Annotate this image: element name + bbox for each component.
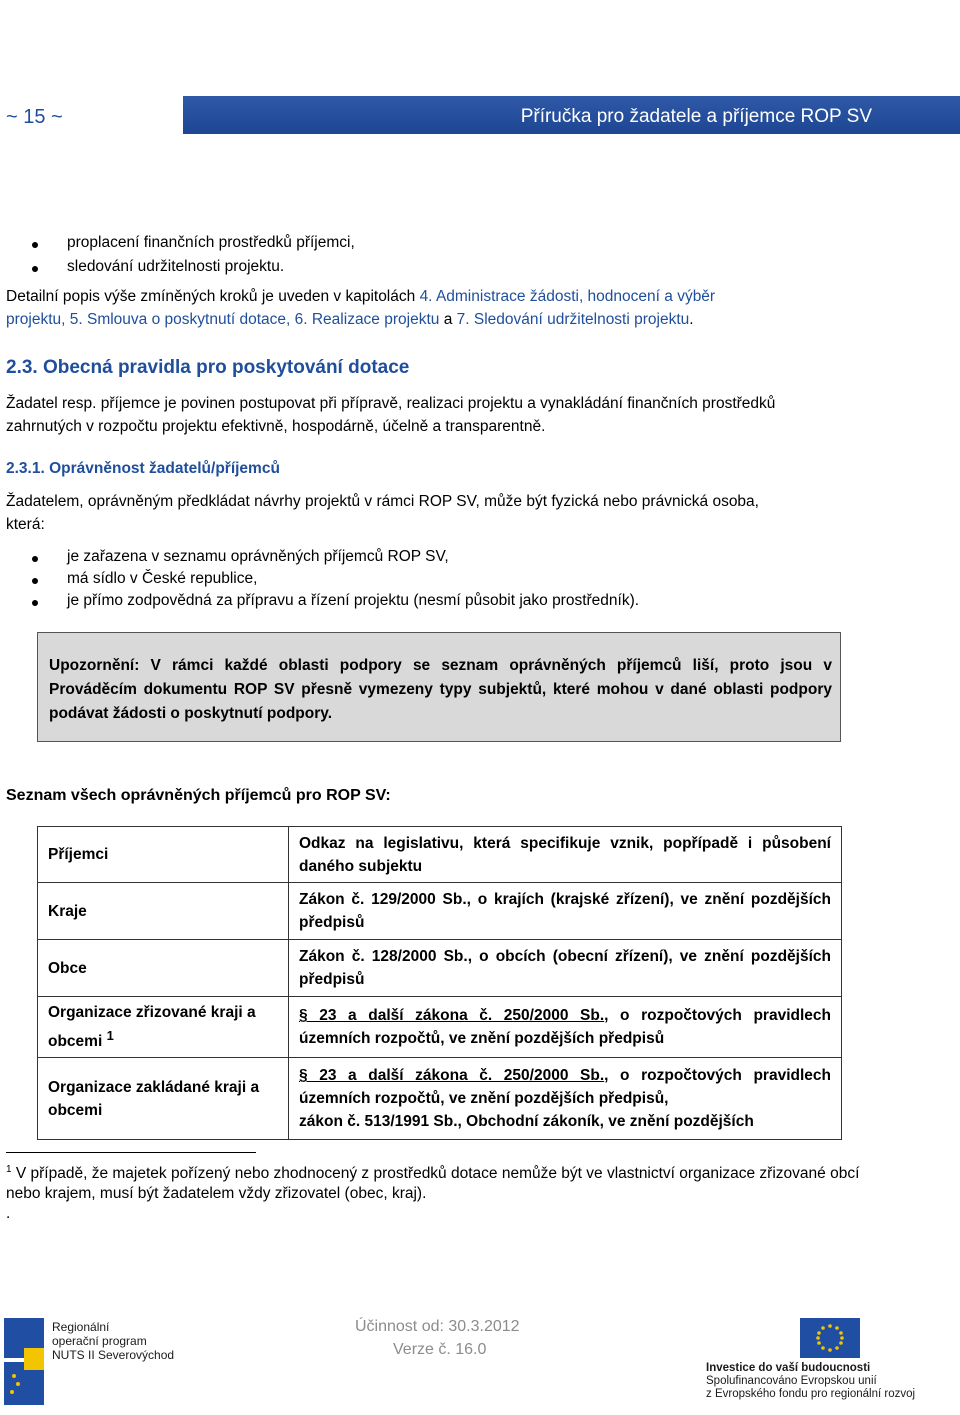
right-logo-text: Investice do vaší budoucnosti Spolufinancováno Evropskou unií z Evropského fondu pro regionální rozvoj [706,1362,916,1400]
footnote-ref: 1 [106,1028,114,1043]
stray-dot: . [6,1205,11,1222]
section-heading: 2.3. Obecná pravidla pro poskytování dotace [6,357,410,378]
chapter-links-5-6[interactable]: projektu, 5. Smlouva o poskytnutí dotace, 6. Realizace projektu [6,311,440,328]
footnote: $^1$ V případě, že majetek pořízený nebo zhodnocený z prostředků dotace nemůže být ve vlastnictví organizace zřizované obcí nebo krajem, musí být žadatelem vždy zřizovatel (obec, kraj). [6,1164,860,1203]
bullet-icon [32,266,38,272]
paragraph-line: která: [6,516,45,533]
eu-flag-icon [800,1318,860,1358]
recipient-cell: Obce [38,940,289,997]
effective-date: Účinnost od: 30.3.2012 [355,1318,520,1335]
paragraph-line: zahrnutých v rozpočtu projektu efektivně, hospodárně, účelně a transparentně. [6,418,546,435]
detail-line-2: projektu, 5. Smlouva o poskytnutí dotace, 6. Realizace projektu a 7. Sledování udržitelnosti projektu. [6,311,694,328]
list-title: Seznam všech oprávněných příjemců pro ROP SV: [6,787,391,804]
bullet-icon [32,600,38,606]
table-row [38,940,842,997]
law-cell: Zákon č. 129/2000 Sb., o krajích (krajské zřízení), ve znění pozdějších předpisů [289,883,842,940]
page-number: ~ 15 ~ [6,106,63,128]
header-bar [183,96,960,134]
header-cell: Příjemci [38,827,289,883]
list-item: má sídlo v České republice, [67,570,258,587]
notice-box [37,632,841,742]
chapter-link-7[interactable]: 7. Sledování udržitelnosti projektu [456,311,690,328]
recipients-table [37,826,842,1140]
recipient-cell: Organizace zřizované kraji a obcemi $^1$ [38,997,289,1058]
document-title: Příručka pro žadatele a příjemce ROP SV [520,106,872,127]
eu-regional-logo-icon [4,1318,44,1405]
notice-text: Upozornění: V rámci každé oblasti podpory se seznam oprávněných příjemců liší, proto jsou v Prováděcím dokumentu ROP SV přesně vymezeny typy subjektů, které mohou v dané oblasti podpory podávat žádosti o poskytnutí podpory. [49,657,832,722]
table-row [38,997,842,1058]
header-cell: Odkaz na legislativu, která specifikuje vznik, popřípadě i působení daného subjektu [289,827,842,883]
table-row [38,1058,842,1140]
subsection-heading: 2.3.1. Oprávněnost žadatelů/příjemců [6,460,280,477]
table-row [38,883,842,940]
recipient-cell: Kraje [38,883,289,940]
bullet-icon [32,242,38,248]
law-cell: Zákon č. 128/2000 Sb., o obcích (obecní zřízení), ve znění pozdějších předpisů [289,940,842,997]
list-item: proplacení finančních prostředků příjemci, [67,234,355,251]
list-item: je zařazena v seznamu oprávněných příjemců ROP SV, [67,548,449,565]
list-item: sledování udržitelnosti projektu. [67,258,285,275]
footnote-rule [6,1152,256,1153]
list-item: je přímo zodpovědná za přípravu a řízení projektu (nesmí působit jako prostředník). [67,592,640,609]
version: Verze č. 16.0 [393,1341,487,1358]
detail-line-1: Detailní popis výše zmíněných kroků je uveden v kapitolách 4. Administrace žádosti, hodnocení a výběr [6,288,716,305]
bullet-icon [32,556,38,562]
recipient-cell: Organizace zakládané kraji a obcemi [38,1058,289,1140]
left-logo-text: Regionální operační program NUTS II Severovýchod [52,1320,175,1362]
paragraph-line: Žadatel resp. příjemce je povinen postupovat při přípravě, realizaci projektu a vynakládání finančních prostředků [6,395,776,412]
bullet-icon [32,578,38,584]
law-cell: § 23 a další zákona č. 250/2000 Sb., o rozpočtových pravidlech územních rozpočtů, ve znění pozdějších předpisů, zákon č. 513/1991 Sb., Obchodní zákoník, ve znění pozdějších [289,1058,842,1140]
table-header-row [38,827,842,883]
law-cell: § 23 a další zákona č. 250/2000 Sb., o rozpočtových pravidlech územních rozpočtů, ve znění pozdějších předpisů [289,997,842,1058]
paragraph-line: Žadatelem, oprávněným předkládat návrhy projektů v rámci ROP SV, může být fyzická nebo právnická osoba, [6,493,759,510]
chapter-link-4[interactable]: 4. Administrace žádosti, hodnocení a výběr [419,288,716,305]
